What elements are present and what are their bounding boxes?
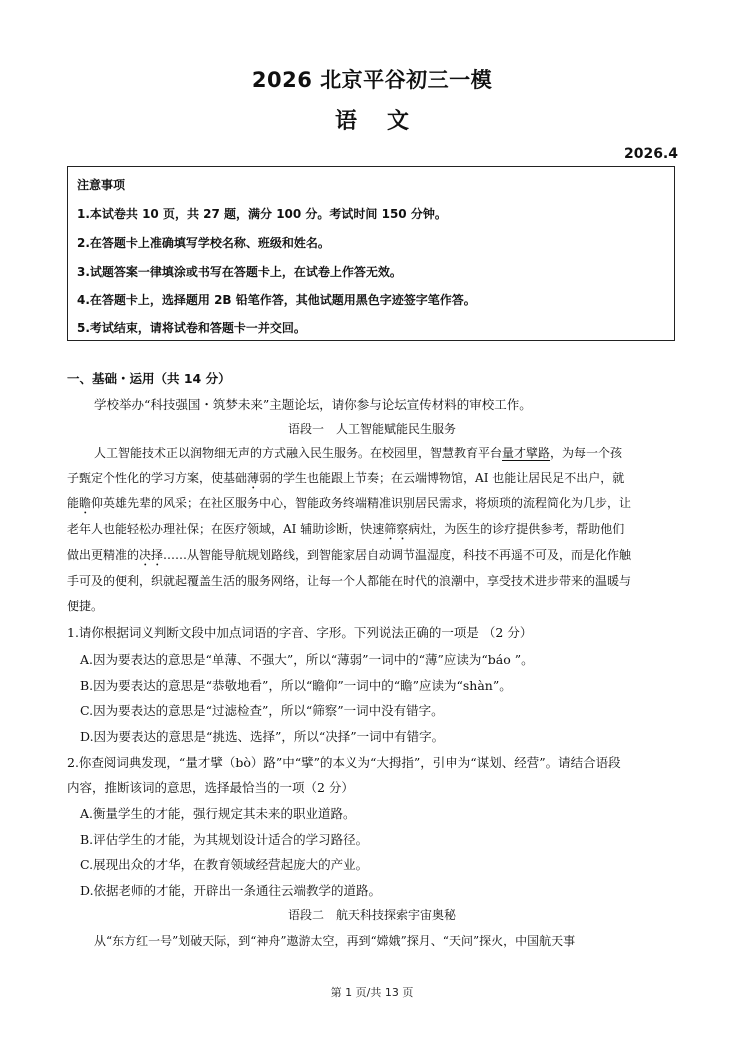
passage-line [67, 520, 624, 543]
notice-item: 4.在答题卡上，选择题用 2B 铅笔作答，其他试题用黑色字迹签字笔作答。 [77, 293, 476, 307]
question-2-option-d: D.依据老师的才能，开辟出一条通往云端教学的道路。 [80, 883, 382, 898]
text-segment: 老年人也能轻松办理社保；在医疗领域，AI 辅助诊断，快速 [67, 522, 385, 536]
question-2-option-c: C.展现出众的才华，在教育领域经营起庞大的产业。 [80, 857, 369, 872]
dotted-term: 薄 [247, 471, 260, 485]
passage-line: 手可及的便利，织就起覆盖生活的服务网络，让每一个人都能在时代的浪潮中，享受技术进步带来的温暖与 [67, 574, 632, 588]
page-footer: 第 1 页/共 13 页 [330, 986, 414, 999]
exam-date: 2026.4 [623, 146, 678, 162]
passage-line [67, 546, 631, 569]
section-intro: 学校举办“科技强国・筑梦未来”主题论坛，请你参与论坛宣传材料的审校工作。 [94, 397, 532, 412]
question-2-stem-cont: 内容，推断该词的意思，选择最恰当的一项（2 分） [67, 780, 354, 795]
notice-box [67, 166, 675, 341]
passage-title: 语段一 人工智能赋能民生服务 [287, 422, 456, 436]
text-segment: 子甄定个性化的学习方案，使基础 [67, 471, 248, 485]
question-1-option-a: A.因为要表达的意思是“单薄、不强大”，所以“薄弱”一词中的“薄”应读为“báo ”。 [80, 652, 534, 667]
section-heading: 一、基础・运用（共 14 分） [67, 371, 231, 386]
question-1-stem: 1.请你根据词义判断文段中加点词语的字音、字形。下列说法正确的一项是 （2 分） [67, 625, 533, 640]
text-segment: 能 [67, 496, 80, 510]
text-segment: 弱的学生也能跟上节奏；在云端博物馆，AI 也能让居民足不出户，就 [259, 471, 625, 485]
dotted-term: 决择 [139, 548, 164, 562]
passage-line [67, 469, 624, 492]
question-1-option-c: C.因为要表达的意思是“过滤检查”，所以“筛察”一词中没有错字。 [80, 703, 444, 718]
underlined-term: 量才擘路 [502, 446, 551, 460]
passage-line: 便捷。 [67, 599, 104, 613]
notice-item: 5.考试结束，请将试卷和答题卡一并交回。 [77, 321, 306, 335]
passage-line [94, 444, 622, 461]
passage-line: 从“东方红一号”划破天际，到“神舟”遨游太空，再到“嫦娥”探月、“天问”探火，中国航天事 [94, 934, 576, 948]
exam-title: 2026 北京平谷初三一模 [251, 68, 493, 92]
text-segment: 人工智能技术正以润物细无声的方式融入民生服务。在校园里，智慧教育平台 [94, 446, 503, 460]
dotted-term: 瞻 [79, 496, 92, 510]
text-segment: 做出更精准的 [67, 548, 140, 562]
notice-item: 2.在答题卡上准确填写学校名称、班级和姓名。 [77, 236, 330, 250]
text-segment: ……从智能导航规划路线，到智能家居自动调节温湿度，科技不再遥不可及，而是化作触 [163, 548, 632, 562]
notice-item: 3.试题答案一律填涂或书写在答题卡上，在试卷上作答无效。 [77, 265, 402, 279]
text-segment: ，为每一个孩 [550, 446, 623, 460]
question-1-option-b: B.因为要表达的意思是“恭敬地看”，所以“瞻仰”一词中的“瞻”应读为“shàn”。 [80, 678, 512, 693]
question-1-option-d: D.因为要表达的意思是“挑选、选择”，所以“决择”一词中有错字。 [80, 729, 445, 744]
text-segment: 病灶，为医生的诊疗提供参考，帮助他们 [408, 522, 625, 536]
dotted-term: 筛察 [384, 522, 409, 536]
subject-title: 语文 [334, 109, 439, 134]
notice-title: 注意事项 [77, 178, 126, 192]
question-2-stem: 2.你查阅词典发现，“量才擘（bò）路”中“擘”的本义为“大拇指”，引申为“谋划、经营”。请结合语段 [67, 755, 621, 770]
passage-line [67, 494, 631, 517]
question-2-option-a: A.衡量学生的才能，强行规定其未来的职业道路。 [80, 806, 356, 821]
text-segment: 仰英雄先辈的风采；在社区服务中心，智能政务终端精准识别居民需求，将烦琐的流程简化为几步，让 [91, 496, 632, 510]
notice-item: 1.本试卷共 10 页，共 27 题，满分 100 分。考试时间 150 分钟。 [77, 207, 447, 221]
passage-title: 语段二 航天科技探索宇宙奥秘 [287, 908, 456, 922]
question-2-option-b: B.评估学生的才能，为其规划设计适合的学习路径。 [80, 832, 369, 847]
